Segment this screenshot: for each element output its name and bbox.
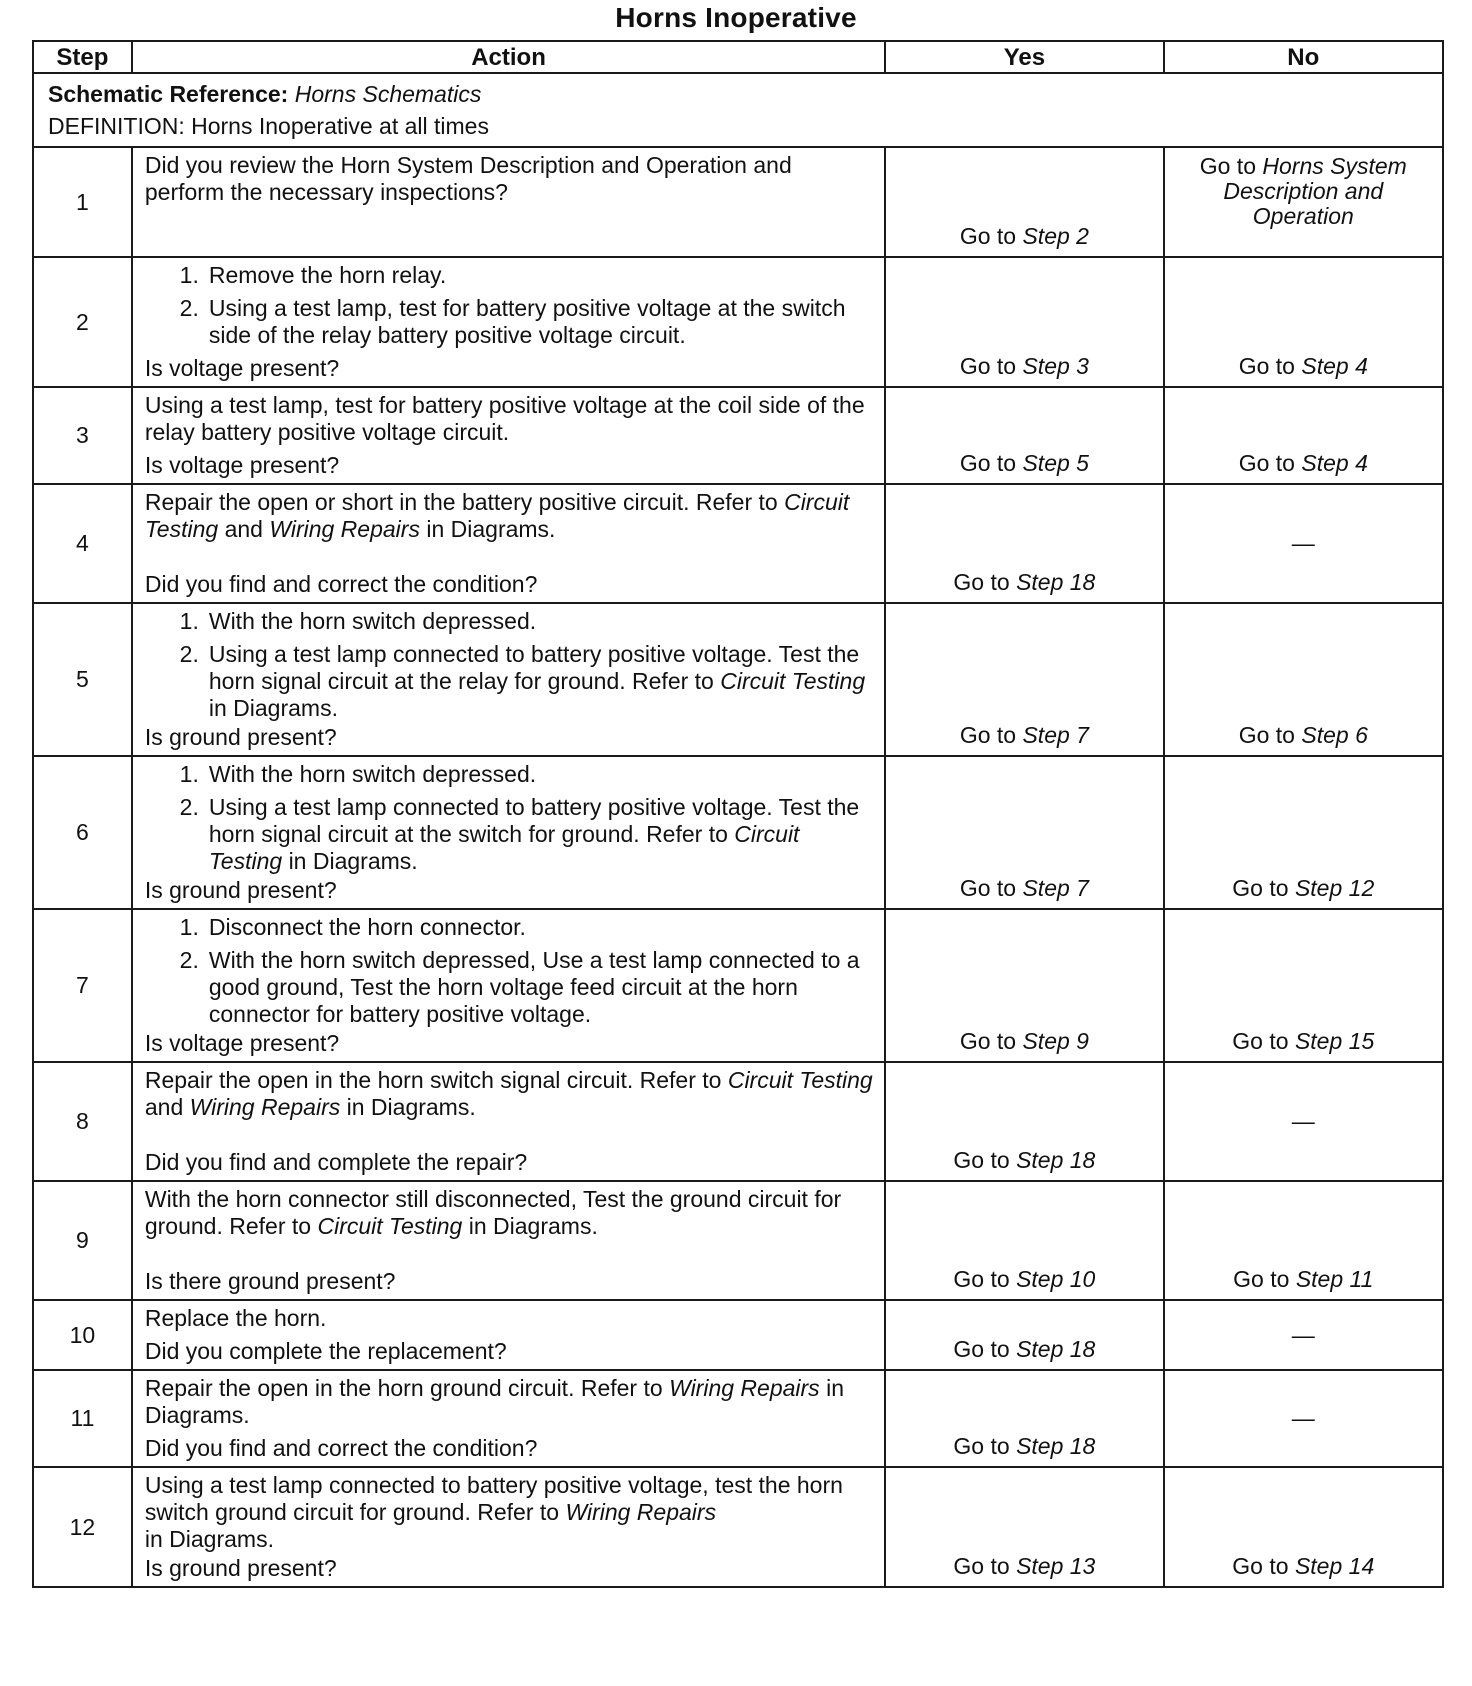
header-action: Action	[132, 41, 885, 73]
step-number: 11	[33, 1370, 132, 1467]
no-cell: Go to Step 11	[1164, 1181, 1443, 1300]
question: Is voltage present?	[144, 355, 340, 381]
action-cell: 1. Disconnect the horn connector. 2. With the horn switch depressed, Use a test lamp connected to a good ground, Test the horn voltage feed circuit at the horn connector for battery positive voltage. Is voltage present?	[132, 909, 885, 1062]
yes-cell: Go to Step 18	[885, 1300, 1163, 1370]
no-cell: Go to Step 15	[1164, 909, 1443, 1062]
table-row	[33, 484, 1443, 603]
step-number: 8	[33, 1062, 132, 1181]
question: Is ground present?	[144, 724, 337, 750]
yes-cell: Go to Step 7	[885, 756, 1163, 909]
step-number: 6	[33, 756, 132, 909]
action-cell: 1. With the horn switch depressed. 2. Using a test lamp connected to battery positive voltage. Test the horn signal circuit at the switch for ground. Refer to Circuit Testing in Diagrams. Is ground present?	[132, 756, 885, 909]
header-row	[33, 41, 1443, 73]
step-number: 12	[33, 1467, 132, 1587]
no-cell: Go to Horns System Description and Operation	[1164, 147, 1443, 257]
action-cell: Did you review the Horn System Description and Operation and perform the necessary inspections?	[132, 147, 885, 257]
table-row	[33, 756, 1443, 909]
action-cell: Using a test lamp connected to battery positive voltage, test the horn switch ground circuit for ground. Refer to Wiring Repairs in Diagrams. Is ground present?	[132, 1467, 885, 1587]
step-number: 5	[33, 603, 132, 756]
no-cell: Go to Step 12	[1164, 756, 1443, 909]
step-number: 7	[33, 909, 132, 1062]
table-row	[33, 1062, 1443, 1181]
question: Is there ground present?	[144, 1268, 396, 1294]
question: Is voltage present?	[144, 452, 340, 478]
yes-cell: Go to Step 9	[885, 909, 1163, 1062]
diagnostic-table	[32, 40, 1444, 1588]
step-number: 10	[33, 1300, 132, 1370]
yes-cell: Go to Step 18	[885, 1062, 1163, 1181]
question: Did you find and complete the repair?	[144, 1149, 528, 1175]
schematic-link: Horns Schematics	[294, 81, 482, 107]
table-row	[33, 1467, 1443, 1587]
table-row	[33, 909, 1443, 1062]
schematic-row	[33, 73, 1443, 147]
no-cell: —	[1164, 1300, 1443, 1370]
yes-cell: Go to Step 13	[885, 1467, 1163, 1587]
action-cell: Repair the open or short in the battery positive circuit. Refer to Circuit Testing and Wiring Repairs in Diagrams. Did you find and correct the condition?	[132, 484, 885, 603]
action-cell: Repair the open in the horn ground circuit. Refer to Wiring Repairs in Diagrams. Did you find and correct the condition?	[132, 1370, 885, 1467]
action-cell: Replace the horn. Did you complete the replacement?	[132, 1300, 885, 1370]
schematic-reference: Schematic Reference: Horns Schematics	[48, 81, 482, 107]
table-row	[33, 387, 1443, 484]
yes-cell: Go to Step 3	[885, 257, 1163, 387]
no-cell: —	[1164, 484, 1443, 603]
no-cell: Go to Step 14	[1164, 1467, 1443, 1587]
question: Did you find and correct the condition?	[144, 571, 538, 597]
header-no: No	[1164, 41, 1443, 73]
header-yes: Yes	[885, 41, 1163, 73]
question: Did you complete the replacement?	[144, 1338, 507, 1364]
question: Is ground present?	[144, 877, 337, 903]
yes-cell: Go to Step 7	[885, 603, 1163, 756]
table-row	[33, 257, 1443, 387]
no-cell: —	[1164, 1370, 1443, 1467]
table-row	[33, 1181, 1443, 1300]
step-number: 4	[33, 484, 132, 603]
no-cell: Go to Step 4	[1164, 257, 1443, 387]
definition: DEFINITION: Horns Inoperative at all times	[48, 113, 489, 139]
no-cell: Go to Step 4	[1164, 387, 1443, 484]
yes-cell: Go to Step 10	[885, 1181, 1163, 1300]
table-row	[33, 147, 1443, 257]
table-row	[33, 1300, 1443, 1370]
no-cell: Go to Step 6	[1164, 603, 1443, 756]
yes-cell: Go to Step 2	[885, 147, 1163, 257]
header-step: Step	[33, 41, 132, 73]
step-number: 9	[33, 1181, 132, 1300]
action-cell: Repair the open in the horn switch signal circuit. Refer to Circuit Testing and Wiring Repairs in Diagrams. Did you find and complete the repair?	[132, 1062, 885, 1181]
question: Is ground present?	[144, 1555, 337, 1581]
yes-cell: Go to Step 5	[885, 387, 1163, 484]
step-number: 1	[33, 147, 132, 257]
no-cell: —	[1164, 1062, 1443, 1181]
question: Did you find and correct the condition?	[144, 1435, 538, 1461]
action-cell: With the horn connector still disconnected, Test the ground circuit for ground. Refer to Circuit Testing in Diagrams. Is there ground present?	[132, 1181, 885, 1300]
action-cell: 1. Remove the horn relay. 2. Using a test lamp, test for battery positive voltage at the switch side of the relay battery positive voltage circuit. Is voltage present?	[132, 257, 885, 387]
page-title: Horns Inoperative	[615, 2, 857, 33]
yes-cell: Go to Step 18	[885, 484, 1163, 603]
action-cell: Using a test lamp, test for battery positive voltage at the coil side of the relay battery positive voltage circuit. Is voltage present?	[132, 387, 885, 484]
step-number: 3	[33, 387, 132, 484]
yes-cell: Go to Step 18	[885, 1370, 1163, 1467]
step-number: 2	[33, 257, 132, 387]
table-row	[33, 1370, 1443, 1467]
table-row	[33, 603, 1443, 756]
question: Is voltage present?	[144, 1030, 340, 1056]
action-cell: 1. With the horn switch depressed. 2. Using a test lamp connected to battery positive voltage. Test the horn signal circuit at the relay for ground. Refer to Circuit Testing in Diagrams. Is ground present?	[132, 603, 885, 756]
